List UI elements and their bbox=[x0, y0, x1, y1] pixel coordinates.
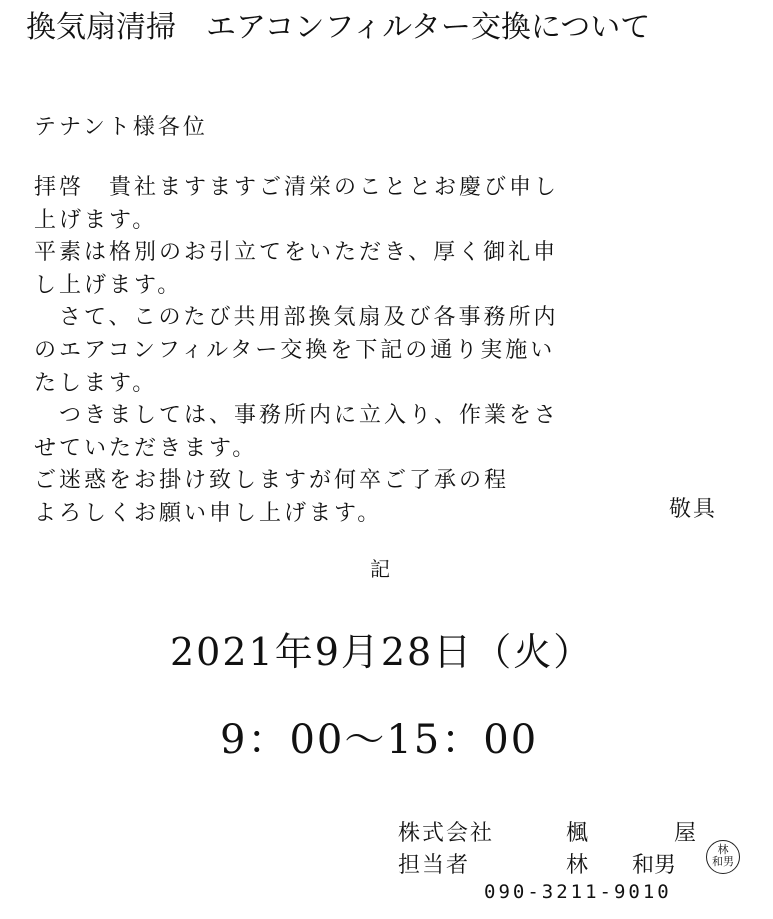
body-line: せていただきます。 bbox=[34, 435, 258, 461]
addressee: テナント様各位 bbox=[34, 115, 208, 140]
hanko-seal bbox=[706, 840, 740, 874]
letter-body bbox=[34, 172, 734, 531]
seal-top: 林 bbox=[717, 843, 729, 856]
company-name-first: 楓 bbox=[566, 821, 589, 846]
person-label: 担当者 bbox=[398, 853, 471, 878]
body-line: ご迷惑をお掛け致しますが何卒ご了承の程 bbox=[34, 468, 510, 494]
body-line: 平素は格別のお引立てをいただき、厚く御礼申 bbox=[34, 240, 559, 266]
body-line: よろしくお願い申し上げます。 bbox=[34, 500, 383, 526]
company-name-second: 屋 bbox=[674, 821, 697, 846]
company-row bbox=[398, 818, 758, 850]
person-row bbox=[398, 850, 758, 882]
company-label: 株式会社 bbox=[398, 821, 495, 846]
closing-keigu: 敬具 bbox=[668, 497, 717, 522]
seal-bottom: 和男 bbox=[712, 855, 734, 868]
body-line: のエアコンフィルター交換を下記の通り実施い bbox=[34, 337, 556, 363]
body-line: し上げます。 bbox=[34, 272, 183, 298]
signature-block bbox=[398, 818, 758, 882]
person-surname: 林 bbox=[566, 853, 589, 878]
body-line: さて、このたび共用部換気扇及び各事務所内 bbox=[34, 305, 559, 331]
body-line: 上げます。 bbox=[34, 207, 158, 233]
body-line: 拝啓 貴社ますますご清栄のこととお慶び申し bbox=[34, 175, 560, 200]
work-date: 2021年9月28日（火） bbox=[170, 630, 594, 674]
person-given-name: 和男 bbox=[632, 853, 677, 878]
body-line: たします。 bbox=[34, 370, 158, 396]
ki-heading: 記 bbox=[370, 557, 390, 581]
document-title: 換気扇清掃 エアコンフィルター交換について bbox=[26, 10, 651, 45]
body-line: つきましては、事務所内に立入り、作業をさ bbox=[34, 403, 560, 429]
work-time: 9：00〜15：00 bbox=[220, 717, 539, 763]
phone-number: 090-3211-9010 bbox=[484, 881, 672, 903]
